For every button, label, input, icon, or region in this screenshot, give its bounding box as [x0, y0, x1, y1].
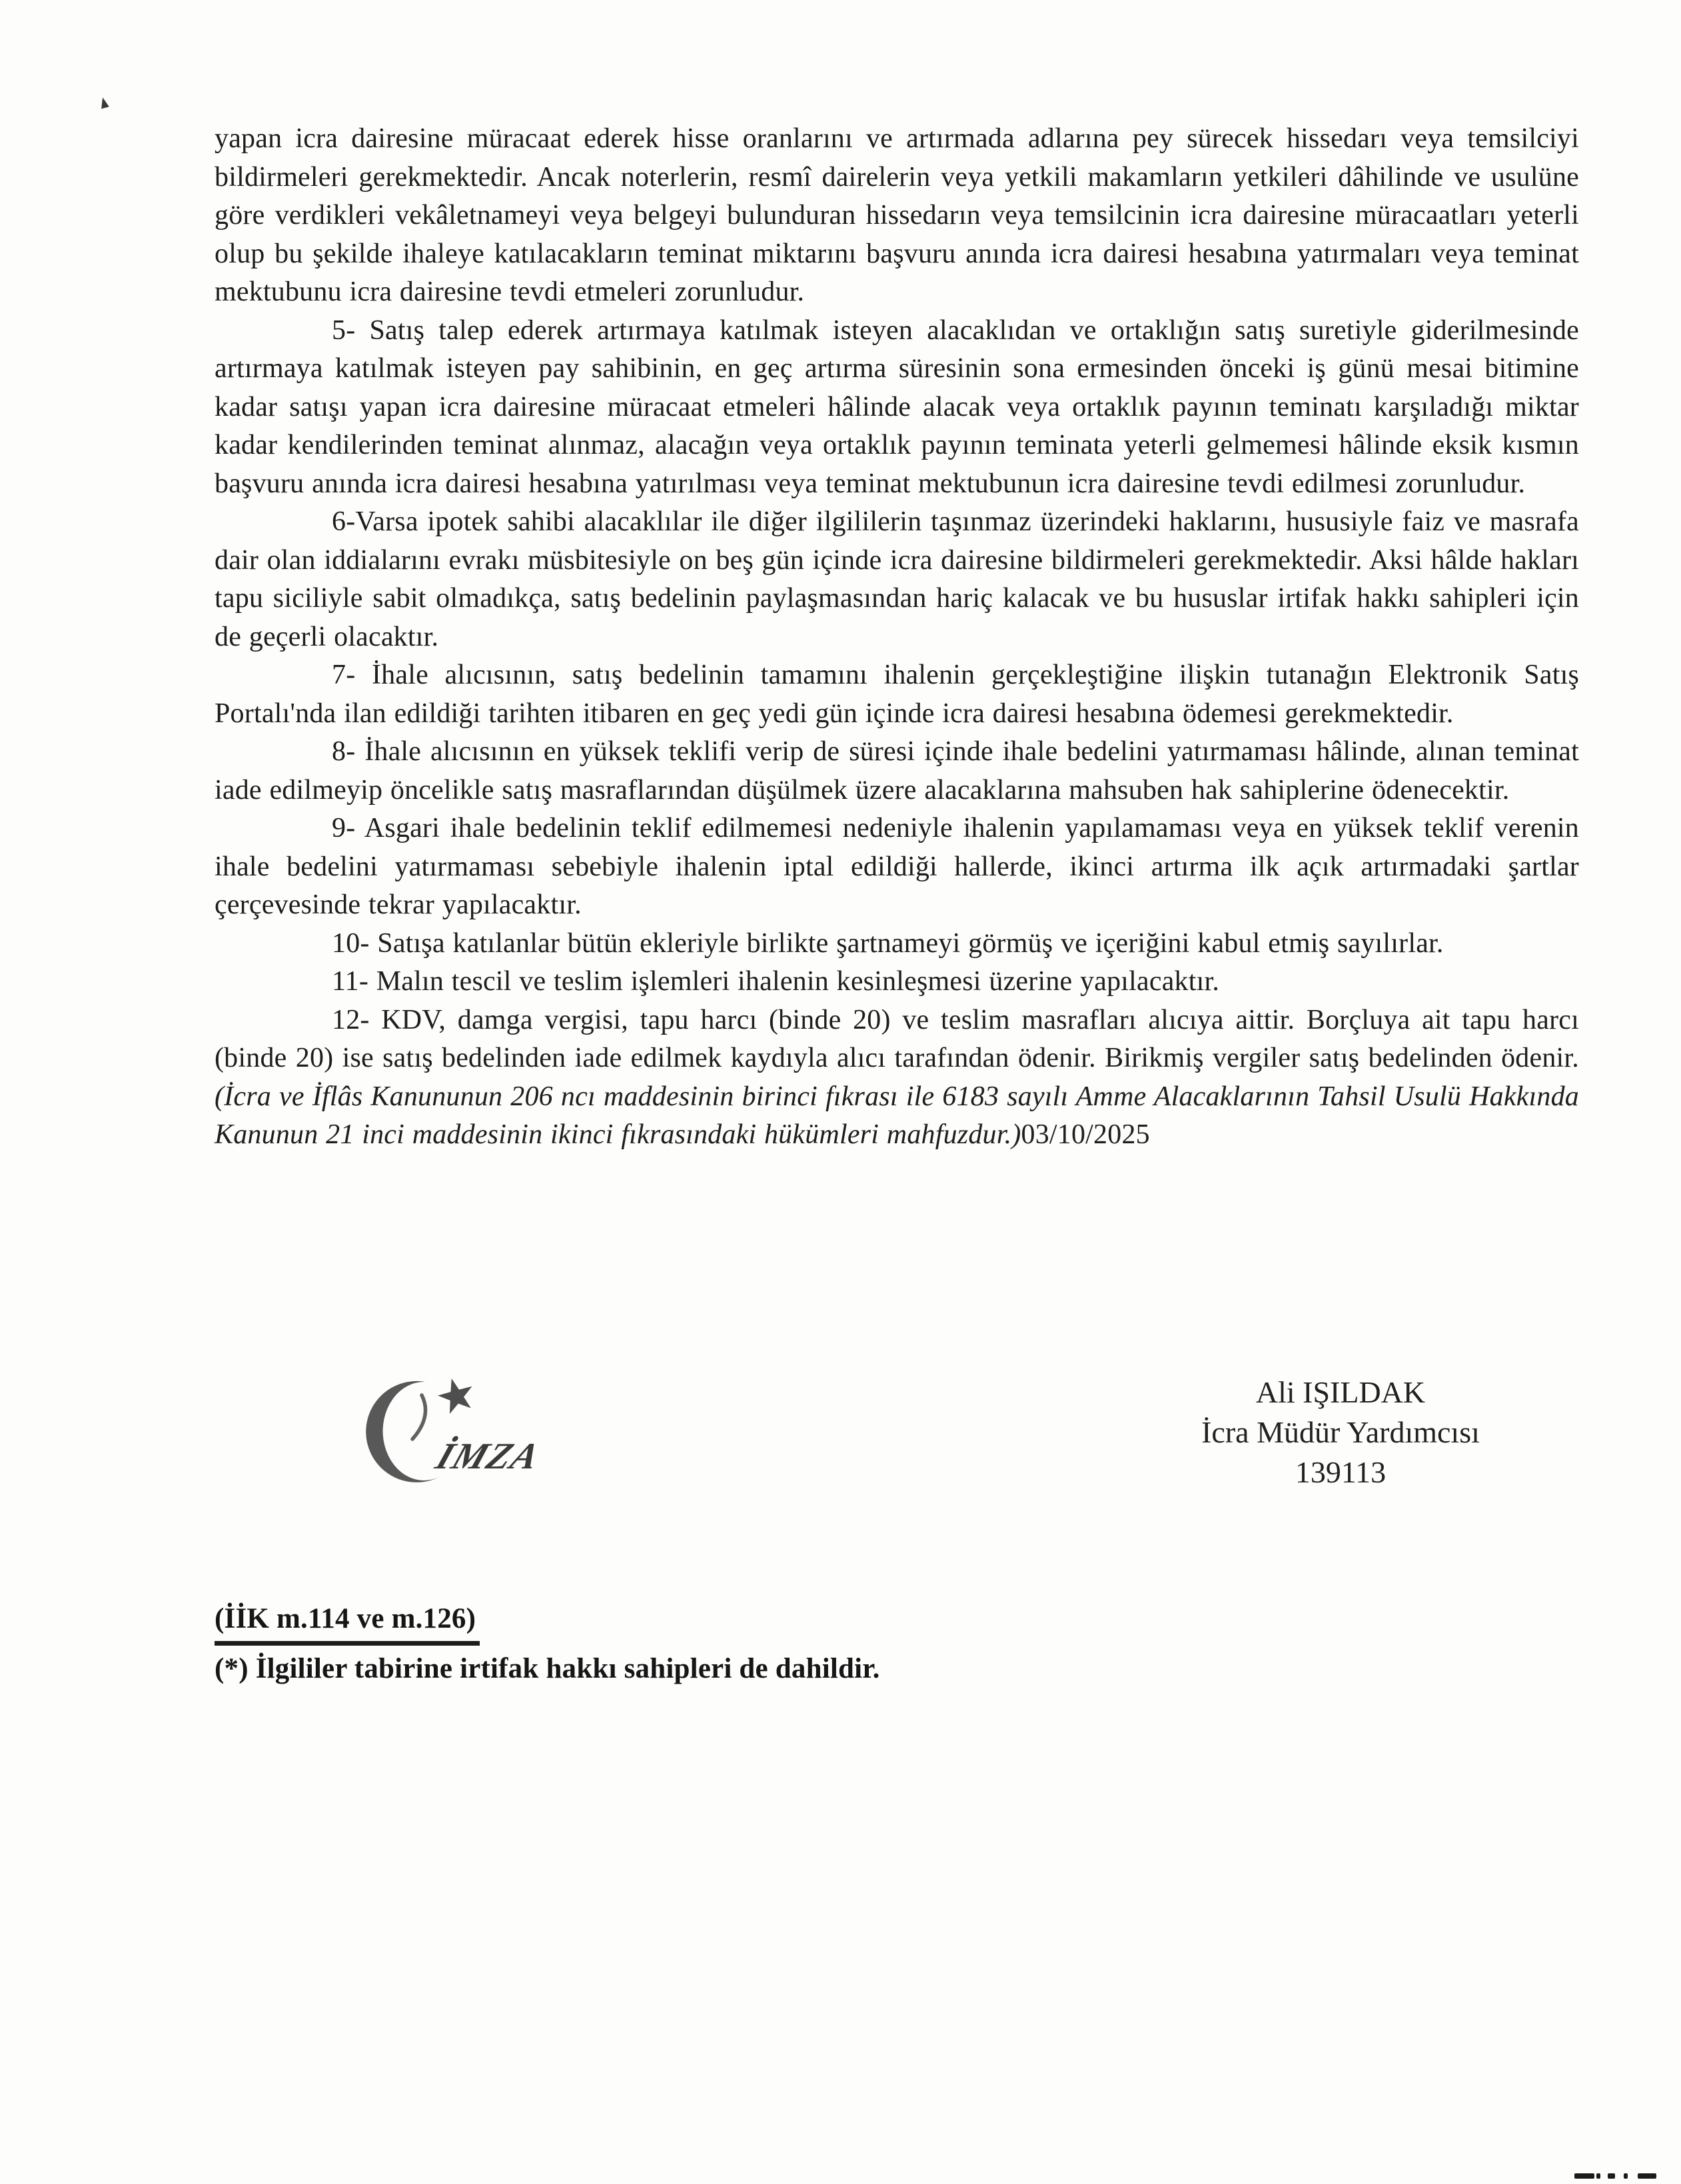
- paragraph: [215, 963, 1579, 1001]
- paragraph: [215, 925, 1579, 963]
- footer: [215, 1602, 880, 1686]
- paragraph-text: yapan icra dairesine müracaat ederek hisse oranlarını ve artırmada adlarına pey sürecek hissedarı veya temsilciyi bildirmeleri gerekmektedir. Ancak noterlerin, resmî dairelerin veya yetkili makamların yetkileri dâhilinde ve usulüne göre verdikleri vekâletnameyi veya belgeyi bulunduran hissedarın veya temsilcinin icra dairesine müracaatları yeterli olup bu şekilde ihaleye katılacakların teminat miktarını başvuru anında icra dairesi hesabına yatırmaları veya teminat mektubunu icra dairesine tevdi etmeleri zorunludur.: [215, 123, 1579, 307]
- paragraph-text: 5- Satış talep ederek artırmaya katılmak isteyen alacaklıdan ve ortaklığın satış suretiyle giderilmesinde artırmaya katılmak isteyen pay sahibinin, en geç artırma süresinin sona ermesinden önceki iş günü mesai bitimine kadar satışı yapan icra dairesine müracaat etmeleri hâlinde alacak veya ortaklık payının teminatı karşıladığı miktar kadar kendilerinden teminat alınmaz, alacağın veya ortaklık payının teminata yeterli gelmemesi hâlinde eksik kısmın başvuru anında icra dairesi hesabına yatırılması veya teminat mektubunun icra dairesine tevdi edilmesi zorunludur.: [215, 314, 1579, 499]
- signer-title: İcra Müdür Yardımcısı: [1201, 1415, 1480, 1449]
- footer-reference: (İİK m.114 ve m.126): [215, 1602, 480, 1646]
- paragraph-text: 9- Asgari ihale bedelinin teklif edilmemesi nedeniyle ihalenin yapılamaması veya en yüksek teklif verenin ihale bedelini yatırmaması sebebiyle ihalenin iptal edildiği hallerde, ikinci artırma ilk açık artırmadaki şartlar çerçevesinde tekrar yapılacaktır.: [215, 813, 1579, 920]
- paragraph-text: 11- Malın tescil ve teslim işlemleri ihalenin kesinleşmesi üzerine yapılacaktır.: [332, 966, 1220, 997]
- signer-name: Ali IŞILDAK: [1255, 1375, 1426, 1409]
- signature-scribble: İMZA: [430, 1434, 547, 1477]
- star-shape: [434, 1375, 477, 1416]
- paragraph-text: 8- İhale alıcısının en yüksek teklifi verip de süresi içinde ihale bedelini yatırmaması hâlinde, alınan teminat iade edilmeyip öncelikle satış masraflarından düşülmek üzere alacaklarına mahsuben hak sahiplerine ödenecektir.: [215, 736, 1579, 806]
- pen-stroke: [412, 1395, 426, 1439]
- signature-stamp: [355, 1375, 550, 1487]
- paragraph-text: 10- Satışa katılanlar bütün ekleriyle birlikte şartnameyi görmüş ve içeriğini kabul etmiş sayılırlar.: [332, 927, 1444, 959]
- paragraph: [215, 503, 1579, 656]
- paragraph: [215, 120, 1579, 312]
- paragraph: [215, 1001, 1579, 1155]
- print-mark: [1638, 2173, 1656, 2179]
- signer-registry-number: 139113: [1295, 1455, 1387, 1489]
- law-citation-italic: (İcra ve İflâs Kanununun 206 ncı maddesinin birinci fıkrası ile 6183 sayılı Amme Alacaklarının Tahsil Usulü Hakkında Kanunun 21 inci maddesinin ikinci fıkrasındaki hükümleri mahfuzdur.): [215, 1081, 1579, 1150]
- paragraph-text: 7- İhale alıcısının, satış bedelinin tamamını ihalenin gerçekleştiğine ilişkin tutanağın Elektronik Satış Portalı'nda ilan edildiği tarihten itibaren en geç yedi gün içinde icra dairesi hesabına ödemesi gerekmektedir.: [215, 660, 1579, 729]
- paragraph: [215, 312, 1579, 504]
- paragraph: [215, 733, 1579, 810]
- print-mark: [1574, 2173, 1594, 2179]
- print-mark: [1608, 2173, 1615, 2179]
- paragraph: [215, 656, 1579, 733]
- crescent-shape: [366, 1381, 440, 1482]
- signer-block: [1141, 1372, 1540, 1492]
- body-text: [215, 120, 1579, 1155]
- print-mark: [1596, 2173, 1600, 2179]
- paragraph-text: 03/10/2025: [1021, 1119, 1150, 1150]
- crescent-star-stamp-icon: [355, 1375, 550, 1487]
- paragraph: [215, 810, 1579, 925]
- paragraph-text: 6-Varsa ipotek sahibi alacaklılar ile diğer ilgililerin taşınmaz üzerindeki haklarını, hususiyle faiz ve masrafa dair olan iddialarını evrakı müsbitesiyle on beş gün içinde icra dairesine bildirmeleri gerekmektedir. Aksi hâlde hakları tapu siciliyle sabit olmadıkça, satış bedelinin paylaşmasından hariç kalacak ve bu hususlar irtifak hakkı sahipleri için de geçerli olacaktır.: [215, 506, 1579, 652]
- scan-artifact-bottom-right: [1574, 2173, 1656, 2179]
- footer-note: (*) İlgililer tabirine irtifak hakkı sahipleri de dahildir.: [215, 1653, 880, 1684]
- print-mark: [1624, 2173, 1628, 2179]
- paragraph-text: 12- KDV, damga vergisi, tapu harcı (binde 20) ve teslim masrafları alıcıya aittir. Borçluya ait tapu harcı (binde 20) ise satış bedelinden iade edilmek kaydıyla alıcı tarafından ödenir. Birikmiş vergiler satış bedelinden ödenir.: [215, 1004, 1579, 1073]
- scan-artifact-top-left: [99, 97, 109, 109]
